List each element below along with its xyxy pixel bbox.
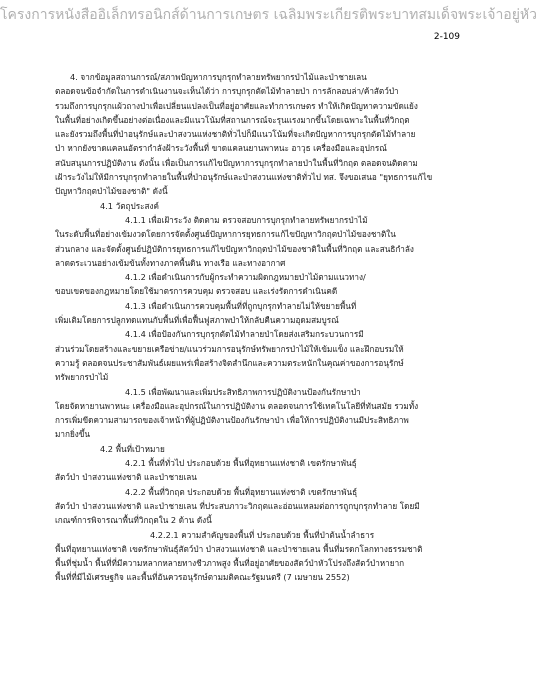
text-line: 4.1.4 เพื่อป้องกันการบุกรุกตัดไม้ทำลายป่าโดยส่งเสริมกระบวนการมี xyxy=(125,329,364,340)
text-line: 4.1.5 เพื่อพัฒนาและเพิ่มประสิทธิภาพการปฏิบัติงานป้องกันรักษาป่า xyxy=(125,386,361,397)
text-line: ในพื้นที่อย่างเกิดขึ้นอย่างต่อเนื่องและมีแนวโน้มที่สถานการณ์จะรุนแรงมากขึ้นโดยเฉพาะในพื้นที่วิกฤต xyxy=(55,114,410,125)
text-line: ส่วนกลาง และจัดตั้งศูนย์ปฏิบัติการยุทธการแก้ไขปัญหาวิกฤตป่าไม้ของชาติในพื้นที่วิกฤต และสนธิกำลัง xyxy=(55,243,414,254)
text-line: 4.1 วัตถุประสงค์ xyxy=(100,200,159,211)
paragraph xyxy=(55,199,430,213)
text-line: ตลอดจนข้อจำกัดในการดำเนินงานจะเห็นได้ว่า การบุกรุกตัดไม้ทำลายป่า การลักลอบล่า/ค้าสัตว์ป่า xyxy=(55,86,399,97)
text-line: ความรู้ ตลอดจนประชาสัมพันธ์เผยแพร่เพื่อสร้างจิตสำนึกและความตระหนักในคุณค่าของการอนุรักษ์ xyxy=(55,357,404,368)
text-line: ในระดับพื้นที่อย่างเข้มงวดโดยการจัดตั้งศูนย์ปัญหาการยุทธการแก้ไขปัญหาวิกฤตป่าไม้ของชาติใน xyxy=(55,229,396,240)
text-line: โดยจัดหายานพาหนะ เครื่องมือและอุปกรณ์ในการปฏิบัติงาน ตลอดจนการใช้เทคโนโลยีที่ทันสมัย รวมทั้ง xyxy=(55,400,419,411)
text-line: ปัญหาวิกฤตป่าไม้ของชาติ" ดังนี้ xyxy=(55,186,168,197)
text-line: เกณฑ์การพิจารณาพื้นที่วิกฤตใน 2 ด้าน ดังนี้ xyxy=(55,515,212,526)
text-line: 4.1.1 เพื่อเฝ้าระวัง ติดตาม ตรวจสอบการบุกรุกทำลายทรัพยากรป่าไม้ xyxy=(125,214,368,225)
paragraph xyxy=(55,299,430,328)
paragraph xyxy=(55,213,430,270)
text-line: การเพิ่มขีดความสามารถของเจ้าหน้าที่ผู้ปฏิบัติงานป้องกันรักษาป่า เพื่อให้การปฏิบัติงานมีประสิทธิภาพ xyxy=(55,415,409,426)
document-header-title: โครงการหนังสืออิเล็กทรอนิกส์ด้านการเกษตร เฉลิมพระเกียรติพระบาทสมเด็จพระเจ้าอยู่หัว xyxy=(0,7,537,23)
text-line: 4.2.1 พื้นที่ทั่วไป ประกอบด้วย พื้นที่อุทยานแห่งชาติ เขตรักษาพันธุ์ xyxy=(125,458,357,469)
text-line: ป่า หากยังขาดแคลนอัตรากำลังฝ้าระวังพื้นที่ ขาดแคลนยานพาหนะ อาวุธ เครื่องมือและอุปกรณ์ xyxy=(55,143,387,154)
paragraph xyxy=(55,485,430,528)
paragraph xyxy=(55,70,433,199)
text-line: 4.2 พื้นที่เป้าหมาย xyxy=(100,443,165,454)
document-body xyxy=(55,70,433,585)
text-line: 4.1.3 เพื่อดำเนินการควบคุมพื้นที่ที่ถูกบุกรุกทำลายไม่ให้ขยายพื้นที่ xyxy=(125,300,357,311)
text-line: 4.2.2.1 ความสำคัญของพื้นที่ ประกอบด้วย พื้นที่ป่าต้นน้ำลำธาร xyxy=(150,529,375,540)
text-line: พื้นที่อุทยานแห่งชาติ เขตรักษาพันธุ์สัตว์ป่า ป่าสงวนแห่งชาติ และป่าชายเลน พื้นที่มรดกโลกทางธรรมชาติ xyxy=(55,543,423,554)
text-line: เพิ่มเติมโดยการปลูกทดแทนกับพื้นที่เพื่อฟื้นฟูสภาพป่าให้กลับคืนความอุดมสมบูรณ์ xyxy=(55,315,339,326)
text-line: 4.1.2 เพื่อดำเนินการกับผู้กระทำความผิดกฎหมายป่าไม้ตามแนวทาง/ xyxy=(125,272,366,283)
text-line: ส่วนร่วมโดยสร้างและขยายเครือข่าย/แนวร่วมการอนุรักษ์ทรัพยากรป่าไม้ให้เข้มแข็ง และฝึกอบรมให้ xyxy=(55,343,404,354)
text-line: ลาดตระเวนอย่างเข้มข้นทั้งทางภาคพื้นดิน ทางเรือ และทางอากาศ xyxy=(55,257,286,268)
text-line: เฝ้าระวังไม่ให้มีการบุกรุกทำลายในพื้นที่ป่าอนุรักษ์และป่าสงวนแห่งชาติทั่วไป ทส. จึงขอเสนอ "ยุทธการแก้ไข xyxy=(55,172,433,183)
text-line: และยังรวมถึงพื้นที่ป่าอนุรักษ์และป่าสงวนแห่งชาติทั่วไปก็มีแนวโน้มที่จะเกิดปัญหาการบุกรุกตัดไม้ทำลาย xyxy=(55,129,416,140)
text-line: พื้นที่ที่มีไม้เศรษฐกิจ และพื้นที่อันควรอนุรักษ์ตามมติคณะรัฐมนตรี (7 เมษายน 2552) xyxy=(55,572,350,583)
text-line: ทรัพยากรป่าไม้ xyxy=(55,372,109,383)
paragraph xyxy=(55,456,430,485)
paragraph xyxy=(55,270,430,299)
paragraph xyxy=(55,528,430,585)
text-line: สัตว์ป่า ป่าสงวนแห่งชาติ และป่าชายเลน ที่ประสบภาวะวิกฤตและอ่อนแหลมต่อการถูกบุกรุกทำลาย โดยมี xyxy=(55,500,420,511)
text-line: 4.2.2 พื้นที่วิกฤต ประกอบด้วย พื้นที่อุทยานแห่งชาติ เขตรักษาพันธุ์ xyxy=(125,486,358,497)
text-line: 4. จากข้อมูลสถานการณ์/สภาพปัญหาการบุกรุกทำลายทรัพยากรป่าไม้และป่าชายเลน xyxy=(70,72,367,82)
paragraph xyxy=(55,327,430,384)
page-number: 2-109 xyxy=(433,32,460,42)
text-line: รวมถึงการบุกรุกแผ้วถางป่าเพื่อเปลี่ยนแปลงเป็นที่อยู่อาศัยและทำการเกษตร ทำให้เกิดปัญหาความขัดแย้ง xyxy=(55,100,418,111)
text-line: ขอบเขตของกฎหมายโดยใช้มาตรการควบคุม ตรวจสอบ และเร่งรัดการดำเนินคดี xyxy=(55,286,338,297)
paragraph xyxy=(55,385,430,442)
text-line: พื้นที่ชุ่มน้ำ พื้นที่ที่มีความหลากหลายทางชีวภาพสูง พื้นที่อยู่อาศัยของสัตว์ป่าหัวโปรงถึงสัตว์ป่าหายาก xyxy=(55,558,405,569)
text-line: สนับสนุนการปฏิบัติงาน ดังนั้น เพื่อเป็นการแก้ไขปัญหาการบุกรุกทำลายป่าในพื้นที่วิกฤต ตลอดจนติดตาม xyxy=(55,157,418,168)
paragraph xyxy=(55,442,430,456)
text-line: มากยิ่งขึ้น xyxy=(55,429,90,440)
text-line: สัตว์ป่า ป่าสงวนแห่งชาติ และป่าชายเลน xyxy=(55,472,197,483)
